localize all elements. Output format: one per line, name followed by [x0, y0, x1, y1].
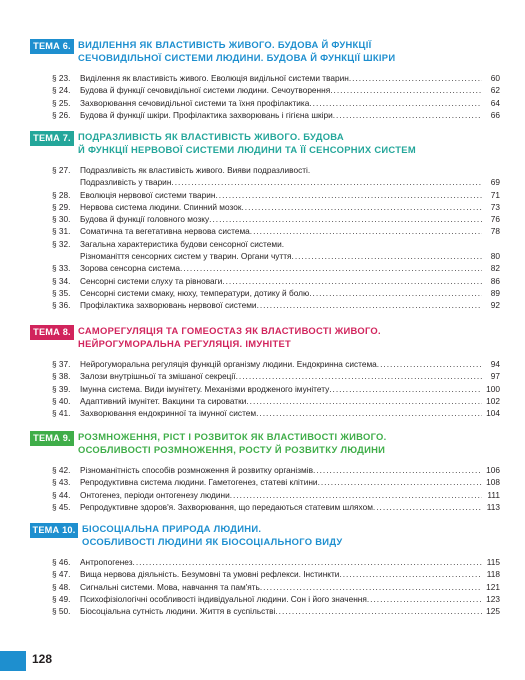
tema-title-line: ОСОБЛИВОСТІ РОЗМНОЖЕННЯ, РОСТУ Й РОЗВИТКУ ЛЮДИНИ	[78, 444, 386, 455]
dot-leader	[257, 299, 482, 311]
page-number: 89	[490, 287, 500, 298]
tema-header	[30, 430, 500, 464]
paragraph-number: § 49.	[52, 593, 71, 604]
paragraph-number: § 25.	[52, 97, 71, 108]
paragraph-number: § 42.	[52, 465, 71, 475]
page-number: 86	[490, 275, 500, 286]
entry-title: Будова й функції шкіри. Профілактика захворювань і гігієна шкіри	[80, 109, 333, 120]
paragraph-number: § 30.	[52, 214, 71, 225]
tema-header	[30, 38, 500, 72]
tema-title-line: ПОДРАЗЛИВІСТЬ ЯК ВЛАСТИВІСТЬ ЖИВОГО. БУДОВА	[78, 131, 344, 142]
entry-title: Профілактика захворювань нервової системи	[80, 300, 257, 311]
tema-badge: ТЕМА 9.	[30, 431, 74, 446]
toc-entry[interactable]	[30, 238, 500, 263]
tema-title	[78, 324, 500, 350]
paragraph-number: § 48.	[52, 581, 71, 592]
paragraph-number: § 24.	[52, 85, 71, 96]
page-number: 97	[490, 371, 500, 382]
dot-leader	[133, 556, 482, 568]
toc-entry[interactable]	[30, 189, 500, 201]
paragraph-number: § 43.	[52, 477, 71, 488]
page-number: 123	[486, 593, 500, 604]
entry-title: Психофізіологічні особливості індивідуальної людини. Сон і його значення	[80, 593, 367, 604]
entry-title: Будова й функції головного мозку	[80, 214, 210, 225]
toc-entry[interactable]	[30, 370, 500, 382]
toc-entry[interactable]	[30, 395, 500, 407]
tema-title-line: РОЗМНОЖЕННЯ, РІСТ І РОЗВИТОК ЯК ВЛАСТИВОСТІ ЖИВОГО.	[78, 431, 387, 442]
toc-entry[interactable]	[30, 299, 500, 311]
page-number: 118	[486, 569, 500, 580]
tema-title	[82, 522, 500, 548]
paragraph-number: § 27.	[52, 165, 71, 175]
toc-entry[interactable]	[30, 201, 500, 213]
entry-title: Репродуктивне здоров'я. Захворювання, що передаються статевим шляхом	[80, 501, 373, 512]
dot-leader	[349, 72, 482, 84]
paragraph-number: § 37.	[52, 359, 71, 369]
toc-entry[interactable]	[30, 568, 500, 580]
dot-leader	[180, 262, 482, 274]
dot-leader	[318, 476, 482, 488]
paragraph-number: § 41.	[52, 408, 71, 419]
paragraph-number: § 32.	[52, 238, 71, 249]
entry-title: Виділення як властивість живого. Еволюція видільної системи тварин	[80, 73, 349, 83]
footer-page-number: 128	[32, 652, 53, 666]
page-number: 111	[487, 489, 500, 500]
page-number: 113	[486, 501, 500, 512]
toc-entry[interactable]	[30, 213, 500, 225]
tema-6-section	[30, 38, 500, 121]
entry-list	[30, 556, 500, 617]
dot-leader	[309, 97, 482, 109]
toc-entry[interactable]	[30, 287, 500, 299]
entry-title: Адаптивний імунітет. Вакцини та сироватки	[80, 395, 247, 406]
entry-title: Нейрогуморальна регуляція функцій організму людини. Ендокринна система	[80, 359, 377, 369]
tema-badge: ТЕМА 7.	[30, 131, 74, 146]
entry-list	[30, 164, 500, 312]
dot-leader	[236, 370, 482, 382]
page-number: 104	[486, 408, 500, 419]
paragraph-number: § 28.	[52, 189, 71, 200]
toc-entry[interactable]	[30, 109, 500, 121]
tema-header	[30, 324, 500, 358]
dot-leader	[260, 581, 482, 593]
page-number: 80	[490, 251, 500, 262]
entry-title: Подразливість у тварин	[80, 177, 172, 188]
paragraph-number: § 45.	[52, 501, 71, 512]
paragraph-number: § 33.	[52, 263, 71, 274]
dot-leader	[333, 109, 482, 121]
page-number: 102	[486, 395, 500, 406]
toc-entry[interactable]	[30, 225, 500, 237]
paragraph-number: § 38.	[52, 371, 71, 382]
paragraph-number: § 35.	[52, 287, 71, 298]
toc-entry[interactable]	[30, 72, 500, 84]
dot-leader	[209, 213, 482, 225]
tema-title-line: САМОРЕГУЛЯЦІЯ ТА ГОМЕОСТАЗ ЯК ВЛАСТИВОСТІ ЖИВОГО.	[78, 325, 381, 336]
entry-title: Сенсорні системи смаку, нюху, температури, дотику й болю	[80, 287, 310, 298]
paragraph-number: § 26.	[52, 109, 71, 120]
page-number: 82	[490, 263, 500, 274]
tema-title	[78, 130, 500, 156]
toc-entry[interactable]	[30, 383, 500, 395]
entry-title: Захворювання ендокринної та імунної систем	[80, 408, 257, 419]
paragraph-number: § 50.	[52, 606, 71, 617]
page-number: 64	[490, 97, 500, 108]
entry-title: Захворювання сечовидільної системи та їхня профілактика	[80, 97, 310, 108]
entry-title: Подразливість як властивість живого. Вияви подразливості.	[80, 165, 311, 175]
page-number: 71	[490, 189, 500, 200]
toc-entry[interactable]	[30, 501, 500, 513]
dot-leader	[246, 395, 482, 407]
dot-leader	[171, 176, 482, 188]
tema-7-section	[30, 130, 500, 312]
tema-10-section	[30, 522, 500, 617]
toc-entry[interactable]	[30, 407, 500, 419]
dot-leader	[250, 225, 482, 237]
page-number: 115	[486, 557, 500, 567]
tema-8-section	[30, 324, 500, 419]
entry-title: Сигнальні системи. Мова, навчання та пам'ять	[80, 581, 260, 592]
tema-header	[30, 130, 500, 164]
dot-leader	[329, 383, 482, 395]
tema-badge: ТЕМА 6.	[30, 39, 74, 54]
page-number: 66	[490, 109, 500, 120]
paragraph-number: § 47.	[52, 569, 71, 580]
entry-title: Онтогенез, періоди онтогенезу людини	[80, 489, 230, 500]
toc-entry[interactable]	[30, 464, 500, 476]
entry-title: Залози внутрішньої та змішаної секреції	[80, 371, 236, 382]
toc-entry[interactable]	[30, 581, 500, 593]
entry-list	[30, 72, 500, 121]
tema-title-line: СЕЧОВИДІЛЬНОЇ СИСТЕМИ ЛЮДИНИ. БУДОВА Й ФУНКЦІЇ ШКІРИ	[78, 52, 396, 63]
paragraph-number: § 46.	[52, 557, 71, 567]
paragraph-number: § 39.	[52, 383, 71, 394]
page-number: 60	[490, 73, 500, 83]
dot-leader	[256, 407, 482, 419]
dot-leader	[215, 189, 482, 201]
page-number: 73	[490, 201, 500, 212]
paragraph-number: § 23.	[52, 73, 71, 83]
toc-entry[interactable]	[30, 556, 500, 568]
tema-title	[78, 38, 500, 64]
toc-entry[interactable]	[30, 489, 500, 501]
page-number: 121	[486, 581, 500, 592]
dot-leader	[367, 593, 482, 605]
dot-leader	[339, 568, 482, 580]
entry-title: Різноманіття сенсорних систем у тварин. Органи чуття	[80, 251, 292, 262]
page-number: 94	[490, 359, 500, 369]
page-number: 69	[490, 177, 500, 188]
tema-title-line: Й ФУНКЦІЇ НЕРВОВОЇ СИСТЕМИ ЛЮДИНИ ТА ЇЇ СЕНСОРНИХ СИСТЕМ	[78, 144, 416, 155]
dot-leader	[373, 501, 482, 513]
toc-entry[interactable]	[30, 593, 500, 605]
page-number: 76	[490, 214, 500, 225]
dot-leader	[309, 287, 482, 299]
entry-title: Еволюція нервової системи тварин	[80, 189, 216, 200]
page-number: 100	[486, 383, 500, 394]
entry-title: Будова й функції сечовидільної системи людини. Сечоутворення	[80, 85, 331, 96]
entry-title: Нервова система людини. Спинний мозок	[80, 201, 242, 212]
dot-leader	[230, 489, 482, 501]
paragraph-number: § 34.	[52, 275, 71, 286]
toc-entry[interactable]	[30, 605, 500, 617]
dot-leader	[222, 275, 482, 287]
entry-title: Біосоціальна сутність людини. Життя в суспільстві	[80, 606, 276, 617]
entry-title: Загальна характеристика будови сенсорної системи.	[80, 238, 285, 249]
tema-badge: ТЕМА 10.	[30, 523, 78, 538]
entry-title: Сенсорні системи слуху та рівноваги	[80, 275, 223, 286]
dot-leader	[313, 464, 482, 476]
entry-title: Імунна система. Види імунітету. Механізми вродженого імунітету	[80, 383, 330, 394]
tema-title-line: БІОСОЦІАЛЬНА ПРИРОДА ЛЮДИНИ.	[82, 523, 262, 534]
toc-entry[interactable]	[30, 275, 500, 287]
tema-title-line: ОСОБЛИВОСТІ ЛЮДИНИ ЯК БІОСОЦІАЛЬНОГО ВИДУ	[82, 536, 343, 547]
entry-list	[30, 358, 500, 419]
toc-entry[interactable]	[30, 97, 500, 109]
toc-entry[interactable]	[30, 164, 500, 189]
dot-leader	[275, 605, 482, 617]
paragraph-number: § 40.	[52, 395, 71, 406]
paragraph-number: § 31.	[52, 226, 71, 237]
dot-leader	[330, 84, 482, 96]
entry-title: Різноманітність способів розмноження й розвитку організмів	[80, 465, 313, 475]
dot-leader	[377, 358, 482, 370]
entry-title: Репродуктивна система людини. Гаметогенез, статеві клітини	[80, 477, 318, 488]
tema-header	[30, 522, 500, 556]
paragraph-number: § 44.	[52, 489, 71, 500]
paragraph-number: § 36.	[52, 300, 71, 311]
entry-list	[30, 464, 500, 513]
paragraph-number: § 29.	[52, 201, 71, 212]
tema-title	[78, 430, 500, 456]
page-number: 106	[486, 465, 500, 475]
page-number-marker	[0, 651, 26, 671]
page-number: 62	[490, 85, 500, 96]
entry-title: Антропогенез	[80, 557, 133, 567]
entry-title: Соматична та вегетативна нервова система	[80, 226, 250, 237]
page-number: 108	[486, 477, 500, 488]
entry-title: Зорова сенсорна система	[80, 263, 180, 274]
page-number: 78	[490, 226, 500, 237]
toc-entry[interactable]	[30, 84, 500, 96]
tema-title-line: ВИДІЛЕННЯ ЯК ВЛАСТИВІСТЬ ЖИВОГО. БУДОВА Й ФУНКЦІЇ	[78, 39, 372, 50]
page-number: 92	[490, 300, 500, 311]
tema-title-line: НЕЙРОГУМОРАЛЬНА РЕГУЛЯЦІЯ. ІМУНІТЕТ	[78, 338, 292, 349]
toc-entry[interactable]	[30, 476, 500, 488]
toc-entry[interactable]	[30, 358, 500, 370]
toc-entry[interactable]	[30, 262, 500, 274]
dot-leader	[241, 201, 482, 213]
dot-leader	[292, 250, 482, 262]
tema-9-section	[30, 430, 500, 513]
entry-title: Вища нервова діяльність. Безумовні та умовні рефлекси. Інстинкти	[80, 569, 340, 580]
tema-badge: ТЕМА 8.	[30, 325, 74, 340]
page-number: 125	[486, 606, 500, 617]
